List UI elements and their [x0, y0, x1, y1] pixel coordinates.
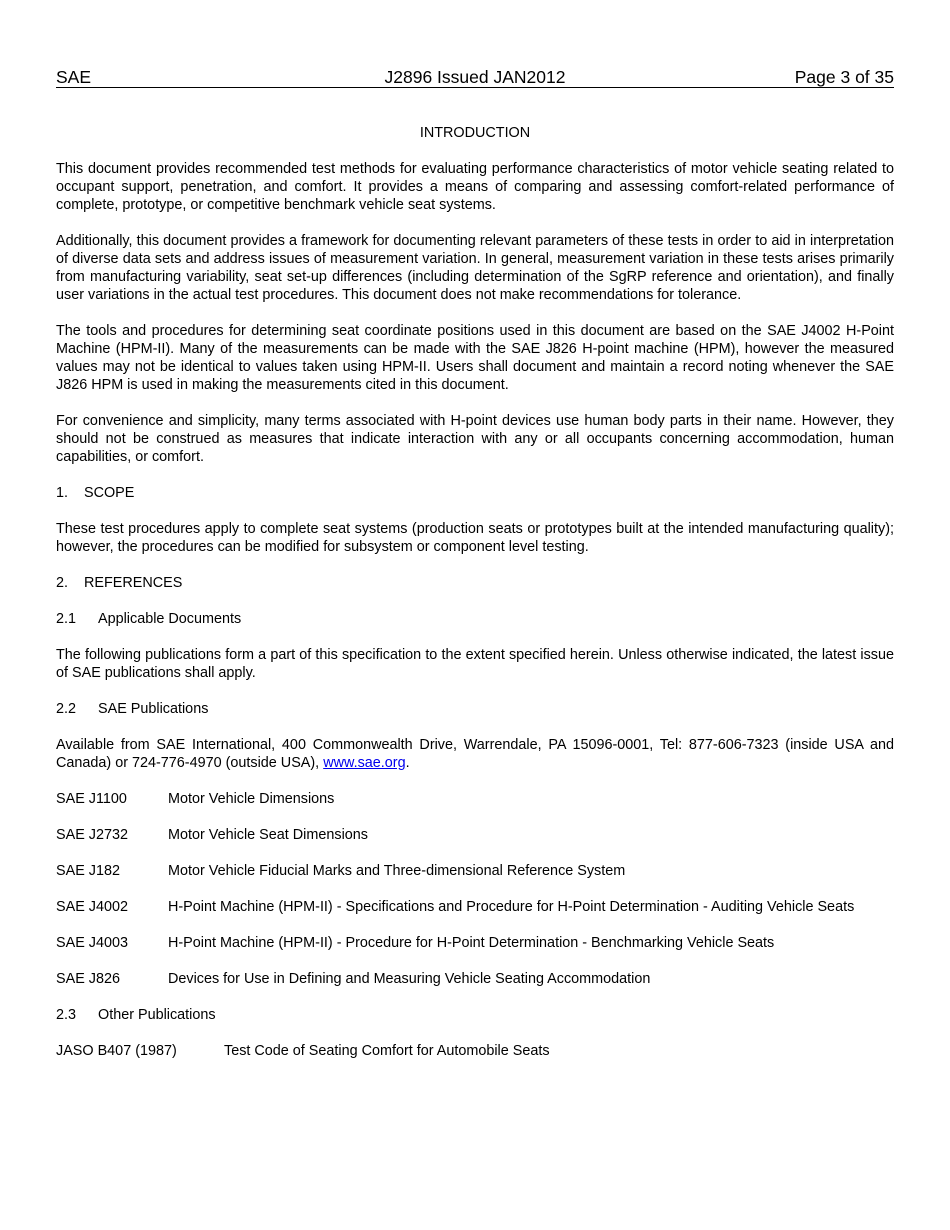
reference-item [56, 862, 894, 880]
reference-item [56, 898, 894, 916]
reference-item [56, 934, 894, 952]
page-body [56, 124, 894, 1078]
reference-title: Motor Vehicle Dimensions [168, 791, 335, 807]
section-title: SCOPE [84, 485, 135, 501]
page-header [56, 67, 894, 88]
intro-paragraph: Additionally, this document provides a framework for documenting relevant parameters of these tests in order to aid in interpretation of diverse data sets and address issues of measurement variation. In general, measurement variation in these tests arises primarily from manufacturing variability, seat set-up differences (including determination of the SgRP reference and orientation), and finally user variations in the actual test procedures. This document does not make recommendations for tolerance. [56, 233, 894, 303]
section-references-heading [56, 574, 894, 592]
subsection-other-heading [56, 1006, 894, 1024]
reference-code: SAE J2732 [56, 827, 129, 843]
reference-code: SAE J182 [56, 863, 120, 879]
introduction-title: INTRODUCTION [419, 125, 531, 141]
applicable-text: The following publications form a part of this specification to the extent specified herein. Unless otherwise indicated, the latest issue of SAE publications shall apply. [56, 647, 894, 681]
link-suffix: . [405, 755, 410, 771]
subsection-number: 2.1 [56, 611, 77, 627]
intro-paragraph: This document provides recommended test methods for evaluating performance characteristics of motor vehicle seating related to occupant support, penetration, and comfort. It provides a means of comparing and assessing comfort-related performance of complete, prototype, or competitive benchmark vehicle seat systems. [56, 161, 894, 213]
sae-availability-text [56, 736, 894, 772]
subsection-number: 2.3 [56, 1007, 77, 1023]
intro-paragraph: The tools and procedures for determining seat coordinate positions used in this document are based on the SAE J4002 H-Point Machine (HPM-II). Many of the measurements can be made with the SAE J826 H-point machine (HPM), however the measured values may not be identical to values taken using HPM-II. Users shall document and maintain a record noting whenever the SAE J826 HPM is used in making the measurements cited in this document. [56, 323, 894, 393]
reference-code: SAE J826 [56, 971, 120, 987]
subsection-title: Other Publications [98, 1007, 216, 1023]
section-scope-heading [56, 484, 894, 502]
reference-title: Motor Vehicle Seat Dimensions [168, 827, 368, 843]
reference-code: JASO B407 (1987) [56, 1043, 177, 1059]
reference-code: SAE J1100 [56, 791, 127, 807]
header-org: SAE [56, 67, 92, 87]
subsection-applicable-heading [56, 610, 894, 628]
subsection-title: Applicable Documents [98, 611, 242, 627]
reference-item [56, 790, 894, 808]
reference-code: SAE J4002 [56, 899, 129, 915]
reference-code: SAE J4003 [56, 935, 129, 951]
subsection-sae-heading [56, 700, 894, 718]
section-number: 2. [56, 575, 69, 591]
reference-title: Test Code of Seating Comfort for Automobile Seats [224, 1043, 550, 1059]
sae-website-link[interactable]: www.sae.org [323, 755, 406, 771]
header-doc-id: J2896 Issued JAN2012 [384, 67, 566, 87]
reference-title: Motor Vehicle Fiducial Marks and Three-dimensional Reference System [168, 863, 626, 879]
header-page-number: Page 3 of 35 [794, 67, 894, 87]
section-number: 1. [56, 485, 69, 501]
availability-text: Available from SAE International, 400 Commonwealth Drive, Warrendale, PA 15096-0001, Tel: 877-606-7323 (inside USA and Canada) or 724-776-4970 (outside USA), [56, 737, 894, 771]
reference-title: Devices for Use in Defining and Measuring Vehicle Seating Accommodation [168, 971, 651, 987]
reference-title: H-Point Machine (HPM-II) - Procedure for H-Point Determination - Benchmarking Vehicle Seats [168, 935, 775, 951]
intro-paragraph: For convenience and simplicity, many terms associated with H-point devices use human body parts in their name. However, they should not be construed as measures that indicate interaction with any or all occupants concerning accommodation, human capabilities, or comfort. [56, 413, 894, 465]
subsection-title: SAE Publications [98, 701, 209, 717]
section-title: REFERENCES [84, 575, 183, 591]
reference-item [56, 1042, 894, 1060]
subsection-number: 2.2 [56, 701, 77, 717]
reference-item [56, 826, 894, 844]
reference-title: H-Point Machine (HPM-II) - Specifications and Procedure for H-Point Determination - Auditing Vehicle Seats [168, 899, 855, 915]
scope-text: These test procedures apply to complete seat systems (production seats or prototypes built at the intended manufacturing quality); however, the procedures can be modified for subsystem or component level testing. [56, 521, 894, 555]
reference-item [56, 970, 894, 988]
